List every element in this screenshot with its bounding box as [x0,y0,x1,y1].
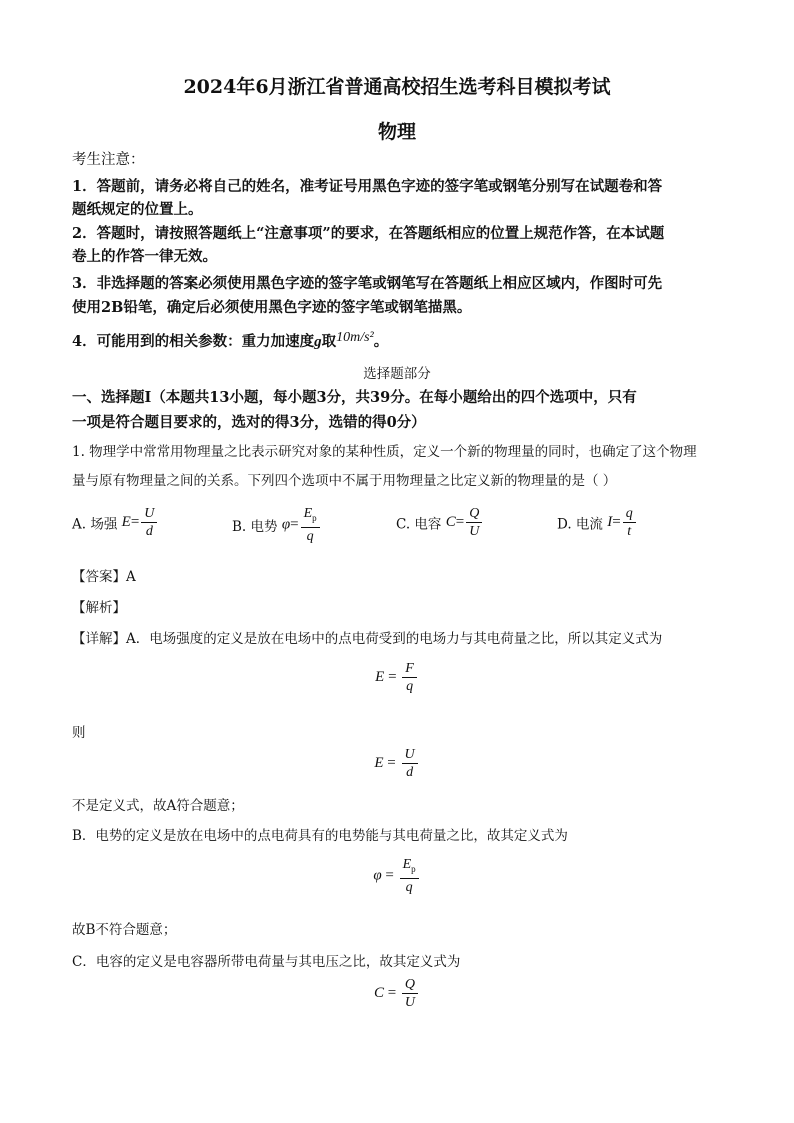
analysis-label: 【解析】 [72,600,126,616]
option-b-den: q [306,528,314,544]
eq2-fraction [402,746,418,781]
eq2-lhs: E [374,755,384,771]
option-d-label: D. 电流 [557,516,603,533]
notice-line-5: 3．非选择题的答案必须使用黑色字迹的签字笔或钢笔写在答题纸上相应区域内，作图时可先 [72,275,663,292]
option-c-den: U [469,524,480,539]
eq1-den: q [406,679,414,694]
question-stem-line-2: 量与原有物理量之间的关系。下列四个选项中不属于用物理量之比定义新的物理量的是（ ） [72,473,617,489]
notice-line-7 [72,330,388,351]
eq2-den: d [406,765,414,780]
notice-item4-mid: 取 [321,333,337,350]
option-d-num: q [623,505,636,523]
then-text: 则 [72,725,86,741]
part1-line-2: 一项是符合题目要求的，选对的得3分，选错的得0分） [72,414,426,431]
option-a-den: d [145,524,153,539]
option-c-label: C. 电容 [396,516,442,533]
option-a-label: A. 场强 [72,516,118,533]
option-c-fraction [466,505,482,540]
eq4-num: Q [402,976,418,994]
notice-line-2: 题纸规定的位置上。 [72,201,203,218]
notice-line-4: 卷上的作答一律无效。 [72,248,217,265]
option-d-den: t [627,524,632,539]
equation-1: E = $\frac{F}{q}$ [0,660,794,695]
eq1-num: F [402,660,417,678]
detail-b: B．电势的定义是放在电场中的点电荷具有的电势能与其电荷量之比，故其定义式为 [72,828,568,844]
option-a-lhs: E [121,514,131,530]
eq3-num-sub: p [411,863,416,874]
option-d-fraction [623,505,636,540]
not-definition-text: 不是定义式，故A符合题意； [72,798,244,814]
option-a-num: U [141,505,157,523]
option-b-lhs: φ [281,516,291,533]
subject-title: 物理 [377,121,416,143]
eq2-num: U [402,746,418,764]
question-stem-line-1: 1. 物理学中常常用物理量之比表示研究对象的某种性质，定义一个新的物理量的同时，也确定了这个物理 [72,444,697,460]
option-b-label: B. 电势 [232,518,278,535]
option-d-lhs: I [607,514,613,530]
option-c: C. 电容 C= $\frac{Q}{U}$ [396,505,484,540]
eq4-fraction [402,976,418,1011]
option-b-num: E [303,506,313,521]
eq3-fraction [400,856,419,896]
part1-line-1: 一、选择题Ⅰ（本题共13小题，每小题3分，共39分。在每小题给出的四个选项中，只有 [72,389,637,406]
option-a-fraction [141,505,157,540]
notice-heading: 考生注意： [72,152,145,168]
gravity-value: 10m/s² [336,330,374,345]
equation-2: E = $\frac{U}{d}$ [0,746,794,781]
eq3-lhs: φ [373,867,382,884]
notice-item4-end: 。 [373,333,389,350]
exam-title: 2024年6月浙江省普通高校招生选考科目模拟考试 [183,76,611,98]
eq3-den: q [405,879,413,895]
eq4-lhs: C [373,985,384,1001]
notice-line-1: 1．答题前，请务必将自己的姓名，准考证号用黑色字迹的签字笔或钢笔分别写在试题卷和答 [72,178,663,195]
option-b-fraction [301,505,320,545]
eq1-lhs: E [375,669,385,685]
option-c-num: Q [466,505,482,523]
equation-4: C = $\frac{Q}{U}$ [0,976,794,1011]
eq4-den: U [404,995,416,1010]
notice-line-3: 2．答题时，请按照答题纸上“注意事项”的要求，在答题纸相应的位置上规范作答，在本试题 [72,225,665,242]
option-b-num-sub: p [312,512,317,523]
b-conclusion: 故B不符合题意； [72,922,177,938]
option-d: D. 电流 I= $\frac{q}{t}$ [557,505,638,540]
option-a: A. 场强 E= $\frac{U}{d}$ [72,505,159,540]
answer-label: 【答案】A [72,569,136,585]
eq1-fraction [402,660,417,695]
notice-item4-prefix: 4．可能用到的相关参数：重力加速度 [72,333,315,350]
option-b: B. 电势 φ= $\frac{E_p}{q}$ [232,505,322,545]
eq3-num: E [402,857,412,872]
section-title: 选择题部分 [363,366,431,382]
option-c-lhs: C [445,514,456,530]
gravity-symbol: g [314,334,322,350]
notice-line-6: 使用2B铅笔，确定后必须使用黑色字迹的签字笔或钢笔描黑。 [72,299,472,316]
detail-a: 【详解】A．电场强度的定义是放在电场中的点电荷受到的电场力与其电荷量之比，所以其定义式为 [72,631,663,647]
detail-c: C．电容的定义是电容器所带电荷量与其电压之比，故其定义式为 [72,954,461,970]
equation-3: φ = $\frac{E_p}{q}$ [0,856,794,896]
